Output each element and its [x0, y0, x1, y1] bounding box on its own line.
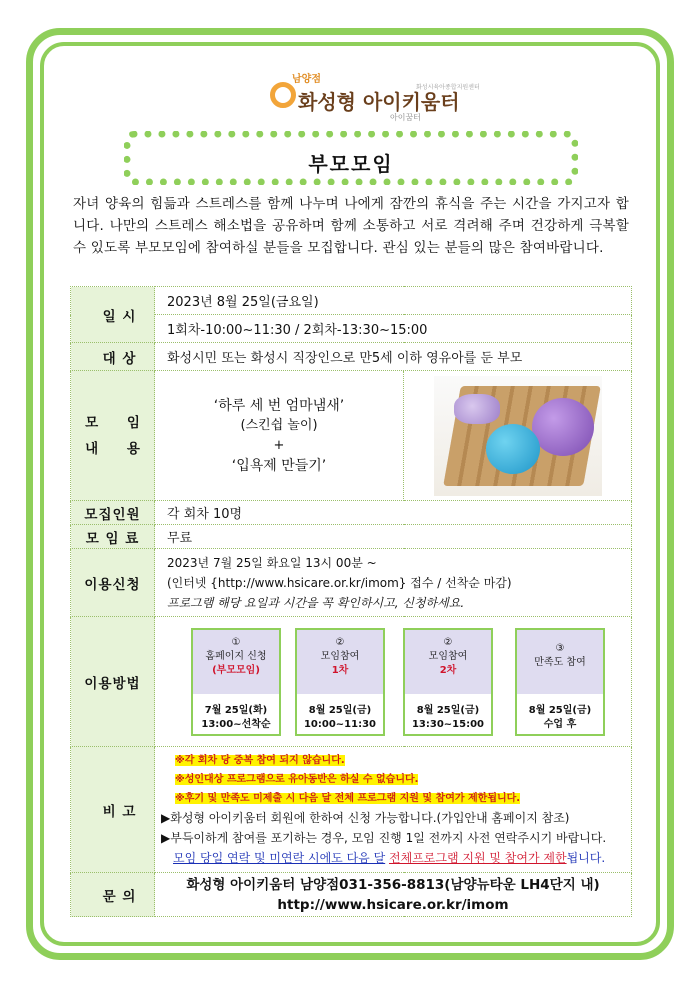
label-fee: 모 임 료	[71, 525, 155, 549]
bath-bomb-photo	[434, 376, 602, 496]
content-description	[155, 371, 404, 501]
remarks-content	[155, 747, 632, 873]
step-4-time: 수업 후	[543, 718, 577, 730]
step-3-title: 모임참여	[428, 650, 468, 662]
method-steps	[155, 617, 632, 747]
page-title: 부모모임	[308, 152, 394, 176]
step-3-time: 13:30~15:00	[411, 718, 485, 730]
label-method: 이용방법	[71, 617, 155, 747]
step-3-date: 8월 25일(금)	[416, 704, 480, 716]
intro-text: 자녀 양육의 힘듦과 스트레스를 함께 나누며 나에게 잠깐의 휴식을 주는 시간을 가지고자 합니다. 나만의 스트레스 해소법을 공유하며 함께 소통하고 서로 격려해 주며 건강하게 극복할 수 있도록 부모모임에 참여하실 분들을 모집합니다. 관심 있는 분들의 많은 참여바랍니다.	[73, 196, 629, 256]
step-1-num: ①	[231, 636, 241, 648]
logo-ring-icon	[270, 82, 296, 108]
schedule-sessions: 1회차-10:00~11:30 / 2회차-13:30~15:00	[155, 315, 632, 343]
bath-bomb-purple	[532, 398, 594, 456]
remark-highlight-1: ※각 회차 당 중복 참여 되지 않습니다.	[175, 755, 345, 766]
apply-line2: (인터넷 {http://www.hsicare.or.kr/imom} 접수 / 선착순 마감)	[167, 575, 512, 590]
fee-value: 무료	[155, 525, 632, 549]
label-remarks: 비 고	[71, 747, 155, 873]
step-1-time: 13:00~선착순	[201, 718, 271, 730]
step-3	[403, 628, 493, 736]
step-3-bottom	[405, 694, 491, 732]
logo	[270, 70, 480, 130]
step-4-date: 8월 25일(금)	[528, 704, 592, 716]
logo-title: 화성형 아이키움터	[298, 90, 460, 114]
content-line4: ‘입욕제 만들기’	[231, 457, 327, 474]
logo-subtitle: 아이꿈터	[390, 113, 421, 122]
recruit-value: 각 회차 10명	[155, 501, 632, 525]
step-4-bottom	[517, 694, 603, 732]
apply-line3: 프로그램 해당 요일과 시간을 꼭 확인하시고, 신청하세요.	[167, 595, 465, 610]
label-schedule: 일 시	[71, 287, 155, 343]
step-3-top	[405, 630, 491, 694]
bath-bomb-blue	[486, 424, 540, 474]
content-line2: (스킨쉽 놀이)	[240, 417, 318, 433]
step-4	[515, 628, 605, 736]
content-line3: +	[273, 437, 285, 453]
label-content-line2: 내 용	[85, 440, 152, 457]
step-2-sub: 1차	[331, 664, 349, 676]
contact-line1: 화성형 아이키움터 남양점031-356-8813(남양뉴타운 LH4단지 내)	[186, 876, 600, 893]
logo-branch: 남양점	[292, 74, 321, 85]
bath-bomb-lavender	[454, 394, 500, 424]
remark-line-1: ▶화성형 아이키움터 회원에 한하여 신청 가능합니다.(가입안내 홈페이지 참조)	[161, 811, 570, 825]
photo-cell	[404, 371, 632, 501]
step-1-top	[193, 630, 279, 694]
step-4-title: 만족도 참여	[534, 656, 586, 668]
step-1-date: 7월 25일(화)	[204, 704, 268, 716]
label-content-line1: 모 임	[85, 414, 152, 431]
step-2-top	[297, 630, 383, 694]
label-content	[71, 371, 155, 501]
remark-line-3a: 모임 당일 연락 및 미연락 시에도 다음 달	[173, 851, 386, 865]
info-table	[70, 286, 632, 917]
step-2-title: 모임참여	[320, 650, 360, 662]
step-3-num: ②	[443, 636, 453, 648]
content-line1: ‘하루 세 번 엄마냄새’	[213, 397, 345, 414]
apply-details	[155, 549, 632, 617]
logo-org: 화성시육아종합지원센터	[416, 84, 480, 91]
remark-line-3b: 전체프로그램 지원 및 참여가 제한	[389, 851, 567, 865]
contact-url[interactable]: http://www.hsicare.or.kr/imom	[277, 896, 509, 913]
step-2-time: 10:00~11:30	[303, 718, 377, 730]
steps-row	[155, 620, 631, 744]
step-2	[295, 628, 385, 736]
remark-line-3c: 됩니다.	[566, 851, 606, 865]
step-2-date: 8월 25일(금)	[308, 704, 372, 716]
step-2-bottom	[297, 694, 383, 732]
step-4-top	[517, 630, 603, 694]
step-3-sub: 2차	[439, 664, 457, 676]
label-target: 대 상	[71, 343, 155, 371]
label-recruit: 모집인원	[71, 501, 155, 525]
remark-highlight-3: ※후기 및 만족도 미제출 시 다음 달 전체 프로그램 지원 및 참여가 제한됩니다.	[175, 793, 521, 804]
step-1-sub: (부모모임)	[212, 664, 260, 676]
title-box	[124, 131, 578, 185]
step-1-bottom	[193, 694, 279, 732]
remark-highlight-2: ※성인대상 프로그램으로 유아동반은 하실 수 없습니다.	[175, 774, 419, 785]
step-1-title: 홈페이지 신청	[205, 650, 267, 662]
step-1	[191, 628, 281, 736]
remark-line-3	[161, 848, 625, 868]
step-4-num: ③	[555, 642, 565, 654]
schedule-date: 2023년 8월 25일(금요일)	[155, 287, 632, 315]
apply-line1: 2023년 7월 25일 화요일 13시 00분 ~	[167, 555, 377, 570]
remark-line-2: ▶부득이하게 참여를 포기하는 경우, 모임 진행 1일 전까지 사전 연락주시기 바랍니다.	[161, 831, 607, 845]
step-2-num: ②	[335, 636, 345, 648]
contact-info	[155, 873, 632, 917]
label-contact: 문 의	[71, 873, 155, 917]
target-value: 화성시민 또는 화성시 직장인으로 만5세 이하 영유아를 둔 부모	[155, 343, 632, 371]
label-apply: 이용신청	[71, 549, 155, 617]
